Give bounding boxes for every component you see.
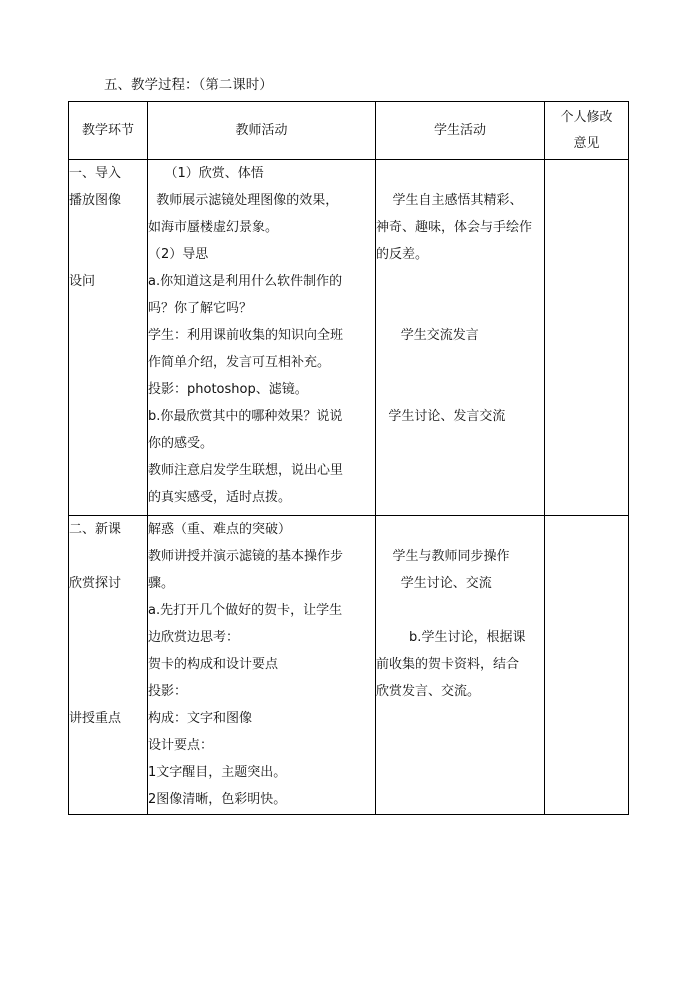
stage-line: 设问 (69, 274, 96, 289)
teacher-line: 的真实感受，适时点拨。 (148, 490, 292, 505)
header-notes-line: 个人修改 (560, 109, 613, 125)
teacher-line: 边欣赏边思考： (148, 630, 240, 645)
teacher-line: 构成：文字和图像 (148, 711, 253, 726)
stage-line: 二、新课 (69, 522, 122, 537)
student-line: 欣赏发言、交流。 (376, 684, 481, 699)
student-line (376, 376, 544, 403)
student-line: 学生讨论、交流 (376, 576, 492, 591)
student-line: 前收集的贺卡资料，结合 (376, 657, 520, 672)
teacher-line: 你的感受。 (148, 436, 214, 451)
teacher-line: 如海市蜃楼虚幻景象。 (148, 220, 279, 235)
student-line: 学生与教师同步操作 (376, 549, 510, 564)
student-line (376, 516, 544, 543)
teacher-line: 投影： (148, 684, 188, 699)
student-activity-cell (376, 160, 545, 516)
student-line: 学生自主感悟其精彩、 (376, 193, 523, 208)
teacher-activity-cell (148, 160, 376, 516)
teacher-line: 教师展示滤镜处理图像的效果， (148, 193, 339, 208)
notes-cell (545, 160, 629, 516)
stage-line (69, 597, 147, 624)
student-line (376, 597, 544, 624)
student-line (376, 160, 544, 187)
student-line: 学生讨论、发言交流 (376, 409, 506, 424)
stage-line (69, 678, 147, 705)
teacher-line: a.先打开几个做好的贺卡，让学生 (148, 603, 343, 618)
notes-cell (545, 516, 629, 815)
stage-line (69, 214, 147, 241)
stage-cell (69, 516, 148, 815)
student-line: 学生交流发言 (376, 328, 479, 343)
teacher-line: 学生：利用课前收集的知识向全班 (148, 328, 344, 343)
header-student-activity: 学生活动 (376, 102, 545, 160)
table-row-intro (69, 160, 629, 516)
header-teacher-activity: 教师活动 (148, 102, 376, 160)
teacher-line: 骤。 (148, 576, 175, 591)
teacher-line: 2图像清晰，色彩明快。 (148, 792, 287, 807)
stage-line (69, 624, 147, 651)
teacher-line: b.你最欣赏其中的哪种效果？说说 (148, 409, 343, 424)
lesson-process-table (68, 101, 629, 815)
header-stage: 教学环节 (69, 102, 148, 160)
teacher-line: a.你知道这是利用什么软件制作的 (148, 274, 343, 289)
teacher-line: 教师注意启发学生联想，说出心里 (148, 463, 344, 478)
header-notes-line: 意见 (573, 135, 600, 151)
student-line: 神奇、趣味，体会与手绘作 (376, 220, 533, 235)
teacher-line: （2）导思 (148, 247, 209, 262)
teacher-line: 设计要点： (148, 738, 214, 753)
stage-line: 播放图像 (69, 193, 122, 208)
stage-line (69, 241, 147, 268)
teacher-line: 贺卡的构成和设计要点 (148, 657, 279, 672)
teacher-line: 吗？你了解它吗？ (148, 301, 253, 316)
stage-line: 一、导入 (69, 166, 122, 181)
student-line: 的反差。 (376, 247, 429, 262)
teacher-line: 1文字醒目，主题突出。 (148, 765, 287, 780)
teacher-line: 教师讲授并演示滤镜的基本操作步 (148, 549, 344, 564)
student-line (376, 295, 544, 322)
teacher-activity-cell (148, 516, 376, 815)
teacher-line: 解惑（重、难点的突破） (148, 522, 292, 537)
teacher-line: 作简单介绍，发言可互相补充。 (148, 355, 331, 370)
student-line: b.学生讨论，根据课 (376, 630, 526, 645)
student-line (376, 268, 544, 295)
teacher-line: （1）欣赏、体悟 (148, 166, 264, 181)
header-personal-notes (545, 102, 629, 160)
table-header-row (69, 102, 629, 160)
student-activity-cell (376, 516, 545, 815)
student-line (376, 349, 544, 376)
teacher-line: 投影：photoshop、滤镜。 (148, 382, 308, 397)
stage-cell (69, 160, 148, 516)
stage-line (69, 543, 147, 570)
table-row-new-lesson (69, 516, 629, 815)
stage-line (69, 651, 147, 678)
section-title: 五、教学过程：（第二课时） (104, 77, 273, 93)
stage-line: 讲授重点 (69, 711, 122, 726)
stage-line: 欣赏探讨 (69, 576, 122, 591)
